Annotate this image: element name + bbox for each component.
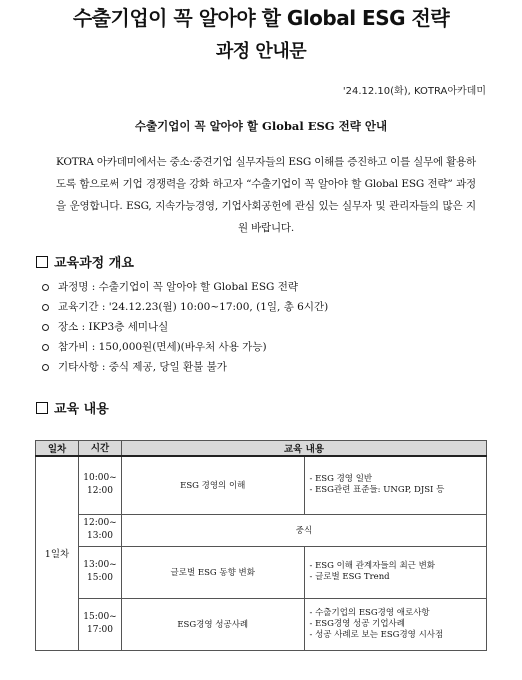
circle-bullet-icon — [42, 284, 49, 291]
time-cell: 10:00~ 12:00 — [79, 456, 122, 514]
circle-bullet-icon — [42, 364, 49, 371]
table-row — [36, 598, 487, 650]
table-row — [36, 546, 487, 598]
section-content-label: 교육 내용 — [54, 402, 109, 417]
time-cell: 13:00~ 15:00 — [79, 546, 122, 598]
circle-bullet-icon — [42, 344, 49, 351]
section-overview-title — [36, 252, 134, 271]
detail-line: - ESG관련 표준들: UNGP, DJSI 등 — [309, 485, 445, 496]
title-line-2: 과정 안내문 — [215, 41, 307, 62]
section-content-title — [36, 398, 109, 417]
subject-cell: ESG 경영의 이해 — [122, 456, 305, 514]
detail-line: - 글로벌 ESG Trend — [309, 572, 390, 582]
detail-line: - 수출기업의 ESG경영 애로사항 — [309, 607, 430, 618]
schedule-table — [35, 440, 487, 651]
detail-line: - 성공 사례로 보는 ESG경영 시사점 — [309, 629, 444, 640]
overview-item — [42, 277, 328, 297]
day-cell: 1일차 — [36, 456, 79, 650]
details-cell — [304, 598, 487, 650]
date-line: '24.12.10(화), KOTRA아카데미 — [342, 86, 486, 97]
document-title — [0, 6, 522, 66]
intro-paragraph: KOTRA 아카데미에서는 중소·중견기업 실무자들의 ESG 이해를 증진하고 이를 실무에 활용하도록 함으로써 기업 경쟁력을 강화 하고자 “수출기업이 꼭 알아야 할 Global ESG 전략” 과정을 운영합니다. ESG, 지속가능경영, 기업사회공헌에 관심 있는 실무자 및 관리자들의 많은 지원 바랍니다. — [56, 156, 476, 234]
overview-item — [42, 357, 328, 377]
details-cell — [304, 456, 487, 514]
overview-item-text: 교육기간 : '24.12.23(월) 10:00~17:00, (1일, 총 6시간) — [58, 301, 329, 313]
notice-heading: 수출기업이 꼭 알아야 할 Global ESG 전략 안내 — [134, 119, 388, 133]
overview-item — [42, 297, 328, 317]
circle-bullet-icon — [42, 324, 49, 331]
square-bullet-icon — [36, 256, 48, 268]
time-cell: 15:00~ 17:00 — [79, 598, 122, 650]
detail-line: - ESG 경영 일반 — [309, 474, 373, 485]
header-day: 일차 — [36, 441, 79, 457]
detail-line: - ESG경영 성공 기업사례 — [309, 618, 405, 629]
square-bullet-icon — [36, 402, 48, 414]
table-row — [36, 456, 487, 514]
detail-line: - ESG 이해 관계자들의 최근 변화 — [309, 561, 436, 571]
header-content: 교육 내용 — [122, 441, 487, 457]
overview-item-text: 장소 : IKP3층 세미나실 — [58, 321, 169, 333]
subject-cell: 글로벌 ESG 동향 변화 — [122, 546, 305, 598]
overview-item-text: 과정명 : 수출기업이 꼭 알아야 할 Global ESG 전략 — [58, 281, 299, 293]
overview-item — [42, 317, 328, 337]
header-time: 시간 — [79, 441, 122, 457]
table-header-row — [36, 441, 487, 457]
title-line-1: 수출기업이 꼭 알아야 할 Global ESG 전략 — [72, 6, 450, 30]
details-cell — [304, 546, 487, 598]
section-overview-label: 교육과정 개요 — [54, 256, 134, 271]
circle-bullet-icon — [42, 304, 49, 311]
overview-item-text: 기타사항 : 중식 제공, 당일 환불 불가 — [58, 361, 227, 373]
time-cell: 12:00~ 13:00 — [79, 514, 122, 546]
table-row — [36, 514, 487, 546]
subject-cell: ESG경영 성공사례 — [122, 598, 305, 650]
overview-list — [42, 277, 328, 377]
overview-item-text: 참가비 : 150,000원(면세)(바우처 사용 가능) — [58, 341, 267, 353]
lunch-cell: 중식 — [122, 514, 487, 546]
overview-item — [42, 337, 328, 357]
